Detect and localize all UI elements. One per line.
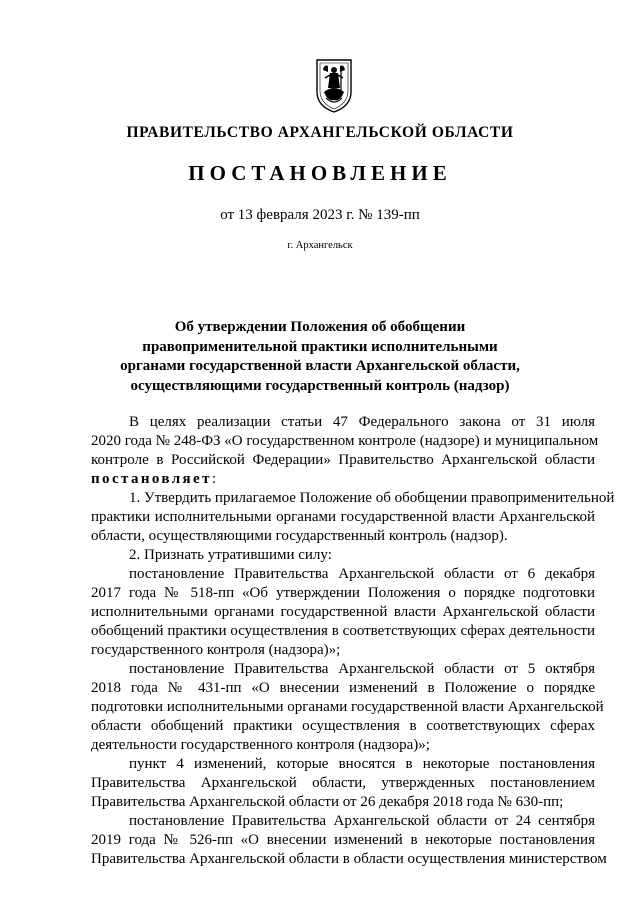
text-line: постановление Правительства Архангельской области от 24 сентября bbox=[129, 813, 595, 829]
text-line: государственного контроля (надзора)»; bbox=[91, 642, 341, 658]
text-line: подготовки исполнительными органами государственной власти Архангельской bbox=[91, 699, 604, 715]
text-line: В целях реализации статьи 47 Федерального закона от 31 июля bbox=[129, 414, 595, 430]
document-title bbox=[100, 318, 540, 396]
paragraph-preamble bbox=[91, 413, 599, 489]
text-line: 2019 года № 526-пп «О внесении изменений в некоторые постановления bbox=[91, 832, 595, 848]
decree-word: постановляет bbox=[91, 471, 212, 487]
text-line: Правительства Архангельской области в области осуществления министерством bbox=[91, 851, 607, 867]
title-line: органами государственной власти Архангельской области, bbox=[120, 358, 520, 374]
text-line: пункт 4 изменений, которые вносятся в некоторые постановления bbox=[129, 756, 595, 772]
text-line: области, осуществляющими государственный контроль (надзор). bbox=[91, 528, 508, 544]
paragraph-repealed-3 bbox=[91, 755, 595, 812]
government-name: ПРАВИТЕЛЬСТВО АРХАНГЕЛЬСКОЙ ОБЛАСТИ bbox=[126, 124, 514, 141]
coat-of-arms-icon bbox=[314, 58, 354, 114]
text-line: обобщений практики осуществления в соответствующих сферах деятельности bbox=[91, 623, 595, 639]
date-and-number: от 13 февраля 2023 г. № 139-пп bbox=[220, 207, 420, 223]
text-line: исполнительными органами государственной власти Архангельской области bbox=[91, 604, 595, 620]
text-line: постановление Правительства Архангельской области от 5 октября bbox=[129, 661, 595, 677]
text-line: Правительства Архангельской области, утвержденных постановлением bbox=[91, 775, 595, 791]
text-line: области обобщений практики осуществления в соответствующих сферах bbox=[91, 718, 595, 734]
title-line: осуществляющими государственный контроль (надзор) bbox=[130, 377, 510, 394]
paragraph-item-2 bbox=[91, 546, 595, 565]
document-type: ПОСТАНОВЛЕНИЕ bbox=[188, 161, 452, 185]
title-line: правоприменительной практики исполнительными bbox=[142, 338, 498, 355]
text-line: деятельности государственного контроля (надзора)»; bbox=[91, 737, 430, 753]
paragraph-repealed-2 bbox=[91, 660, 604, 755]
text-line: практики исполнительными органами государственной власти Архангельской bbox=[91, 509, 595, 525]
decree-colon: : bbox=[211, 471, 217, 487]
text-line: 2020 года № 248-ФЗ «О государственном контроле (надзоре) и муниципальном bbox=[91, 433, 599, 449]
title-line: Об утверждении Положения об обобщении bbox=[174, 319, 466, 335]
paragraph-repealed-4 bbox=[91, 812, 607, 869]
text-line: постановление Правительства Архангельской области от 6 декабря bbox=[129, 566, 595, 582]
decree-line bbox=[91, 470, 595, 489]
text-line: контроле в Российской Федерации» Правительство Архангельской области bbox=[91, 452, 595, 468]
text-line: 2018 года № 431-пп «О внесении изменений в Положение о порядке bbox=[91, 680, 595, 696]
document-body bbox=[91, 413, 615, 869]
text-line: 1. Утвердить прилагаемое Положение об обобщении правоприменительной bbox=[129, 490, 615, 506]
paragraph-repealed-1 bbox=[91, 565, 595, 660]
text-line: Правительства Архангельской области от 26 декабря 2018 года № 630-пп; bbox=[91, 794, 564, 810]
text-line: 2017 года № 518-пп «Об утверждении Положения о порядке подготовки bbox=[91, 585, 595, 601]
text-line: 2. Признать утратившими силу: bbox=[129, 547, 332, 563]
city-label: г. Архангельск bbox=[287, 240, 353, 251]
paragraph-item-1 bbox=[91, 489, 615, 546]
